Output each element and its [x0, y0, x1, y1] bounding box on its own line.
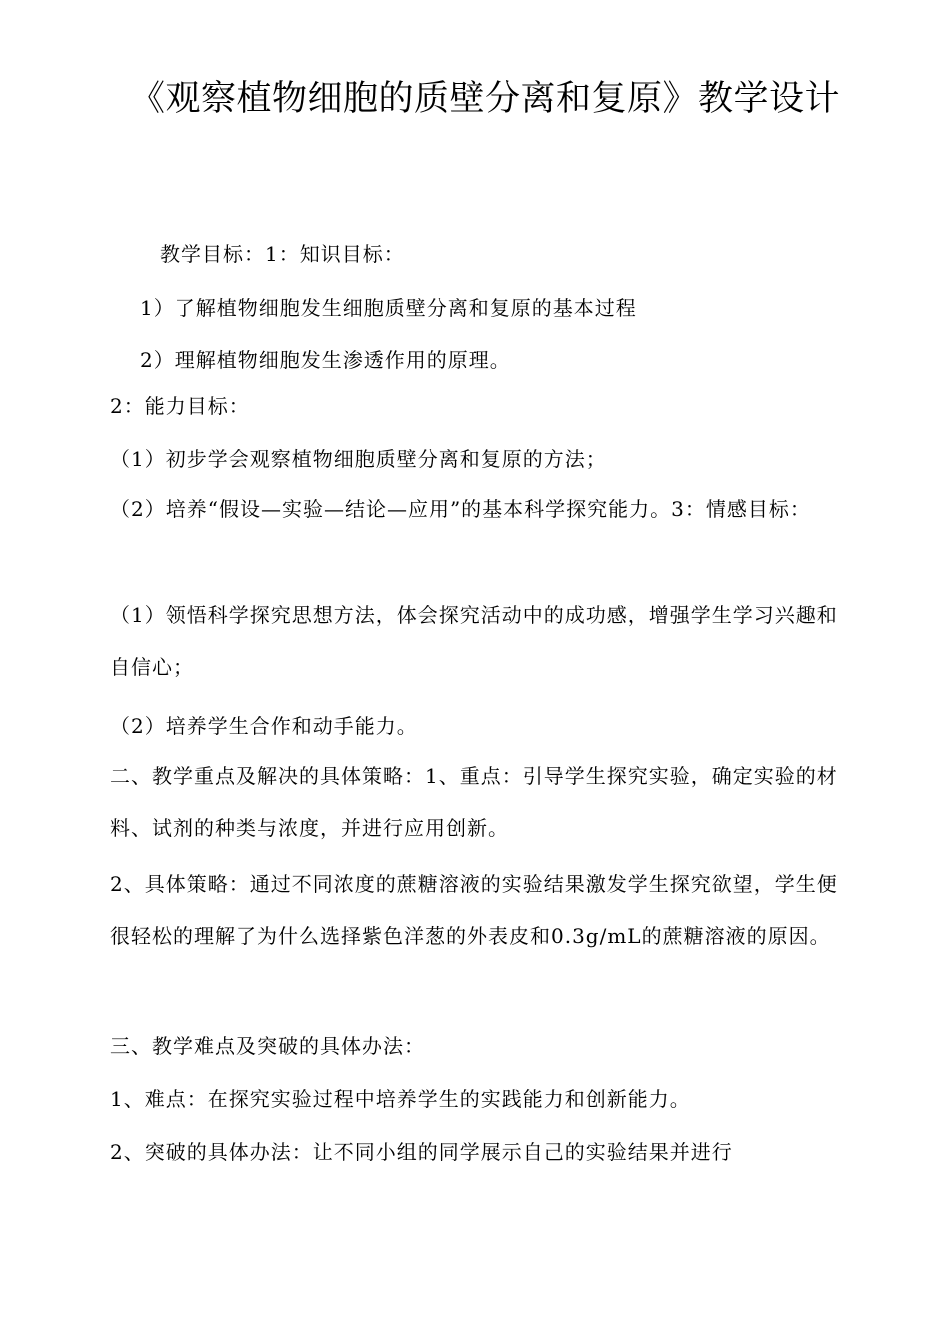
paragraph-knowledge-goal-2: 2）理解植物细胞发生渗透作用的原理。	[140, 348, 511, 372]
paragraph-teaching-goals: 教学目标：1：知识目标：	[160, 242, 405, 266]
paragraph-strategy: 2、具体策略：通过不同浓度的蔗糖溶液的实验结果激发学生探究欲望，学生便很轻松的理解了为什么选择紫色洋葱的外表皮和0.3g/mL的蔗糖溶液的原因。	[110, 872, 838, 948]
paragraph-difficulty: 1、难点：在探究实验过程中培养学生的实践能力和创新能力。	[110, 1087, 691, 1111]
paragraph-key-points: 二、教学重点及解决的具体策略：1、重点：引导学生探究实验，确定实验的材料、试剂的种类与浓度，并进行应用创新。	[110, 764, 838, 840]
document-title: 《观察植物细胞的质壁分离和复原》教学设计	[130, 79, 841, 119]
paragraph-ability-goals: 2：能力目标：	[110, 394, 250, 418]
paragraph-emotion-goal-2: （2）培养学生合作和动手能力。	[110, 714, 418, 738]
paragraph-emotion-goal-1: （1）领悟科学探究思想方法，体会探究活动中的成功感，增强学生学习兴趣和自信心；	[110, 603, 838, 679]
paragraph-ability-goal-1: （1）初步学会观察植物细胞质壁分离和复原的方法；	[110, 447, 607, 471]
paragraph-breakthrough: 2、突破的具体办法：让不同小组的同学展示自己的实验结果并进行	[110, 1140, 733, 1164]
paragraph-ability-goal-2: （2）培养“假设—实验—结论—应用”的基本科学探究能力。3：情感目标：	[110, 497, 811, 521]
paragraph-difficulties-heading: 三、教学难点及突破的具体办法：	[110, 1034, 425, 1058]
paragraph-knowledge-goal-1: 1）了解植物细胞发生细胞质壁分离和复原的基本过程	[140, 296, 637, 320]
